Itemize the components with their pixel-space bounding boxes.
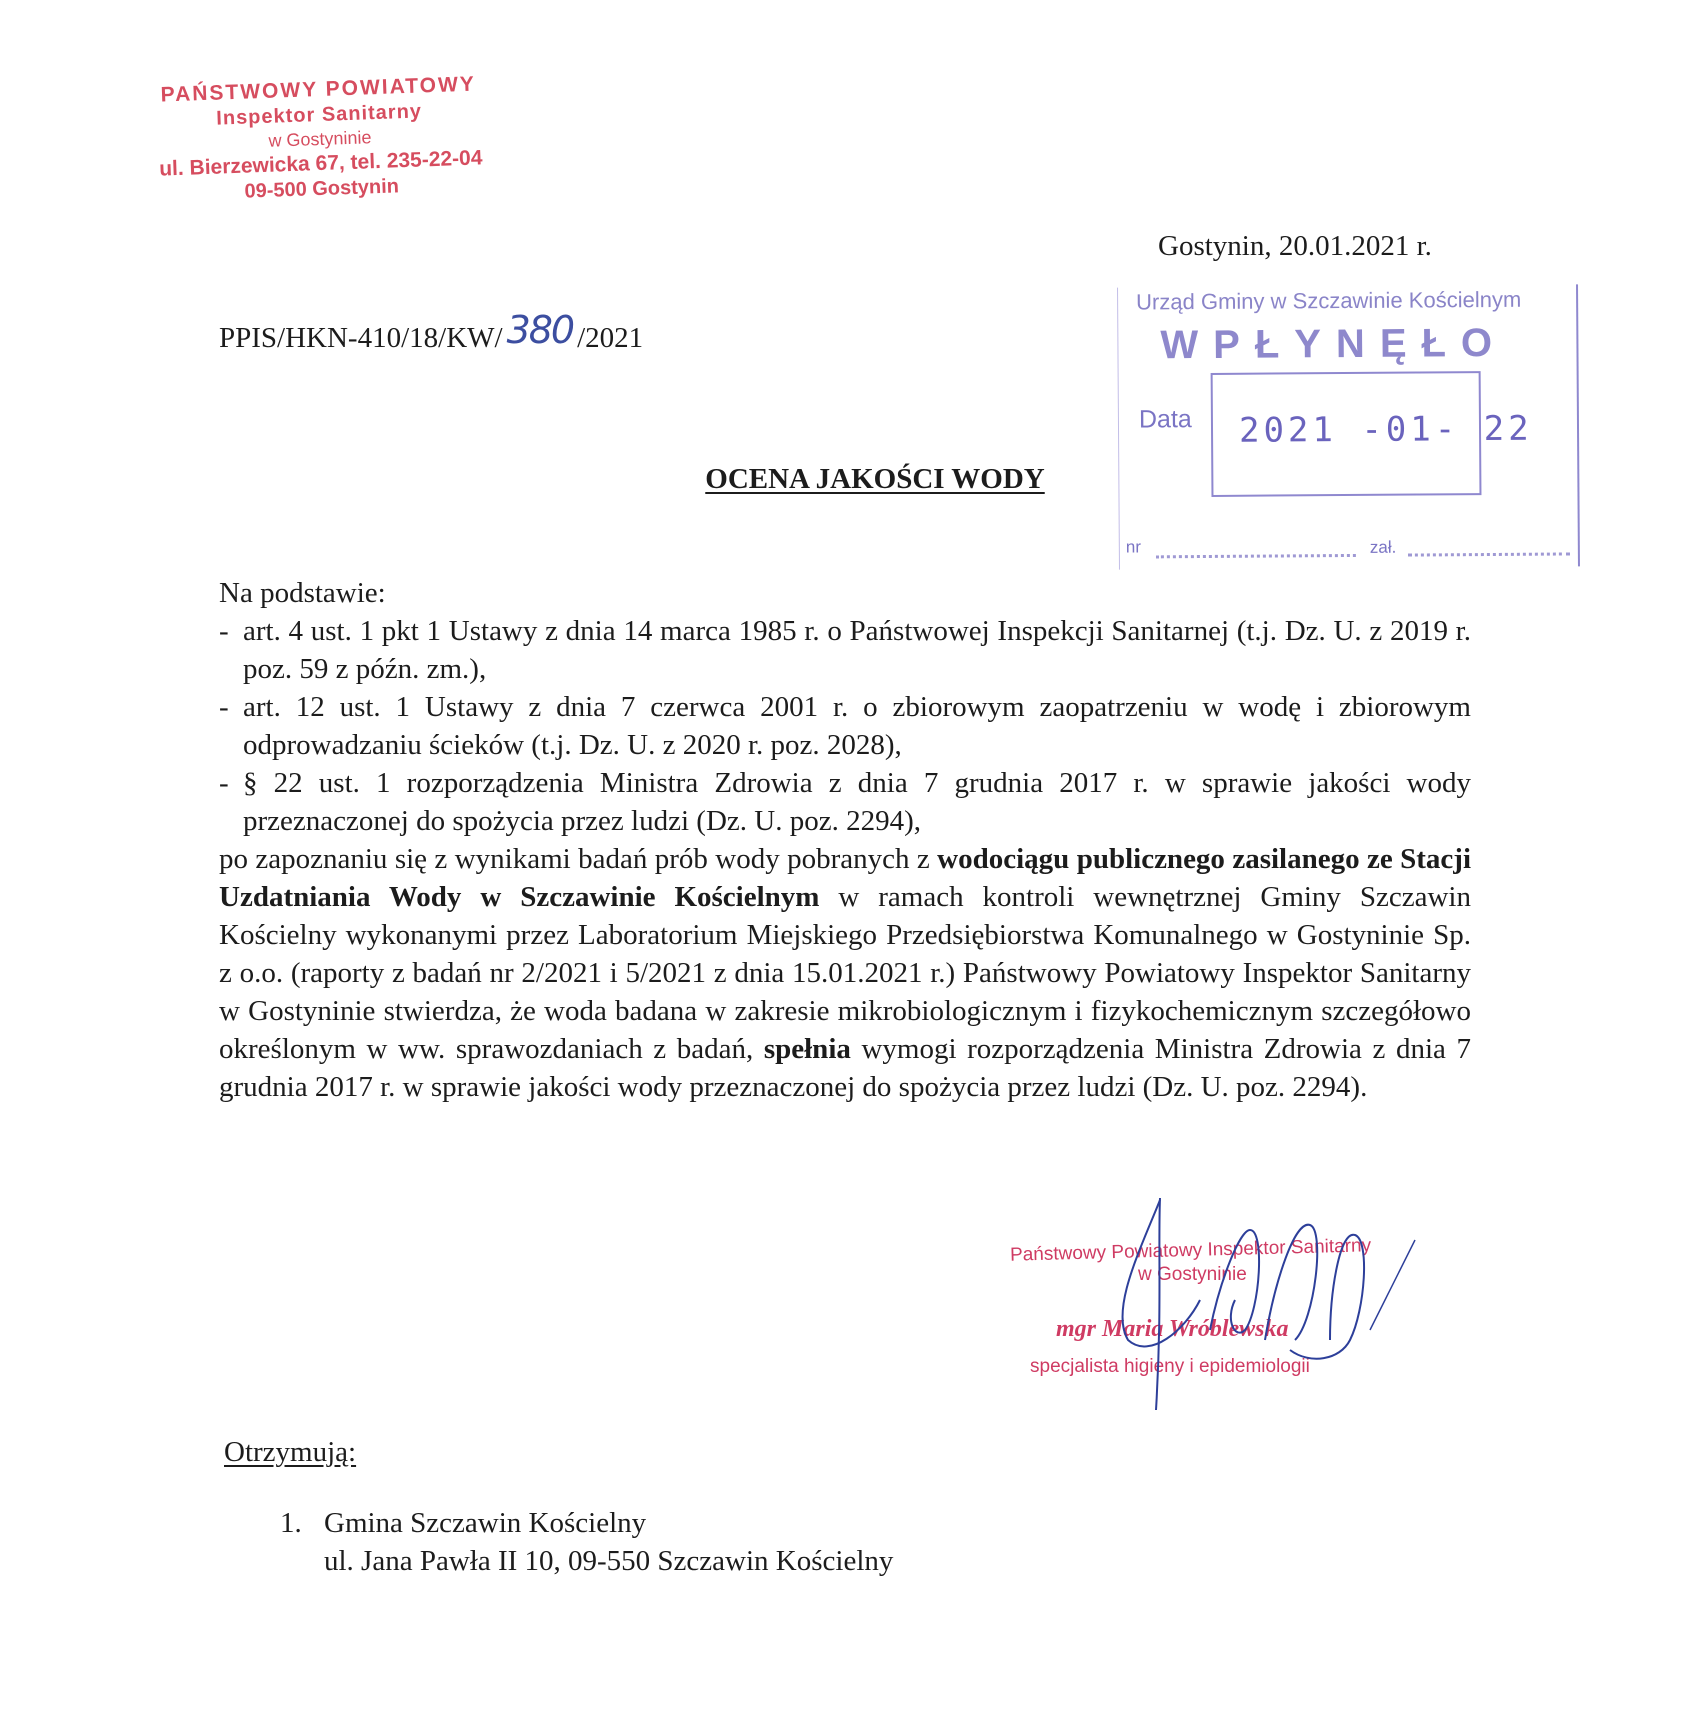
assessment-text-b: w ramach kontroli wewnętrznej Gminy Szczawin Kościelny wykonanymi przez Laboratorium Miejskiego Przedsiębiorstwa Komunalnego w Gostyninie Sp. z o.o. (raporty z badań nr 2/2021 i 5/2021 z dnia 15.01.2021 r.) Państwowy Powiatowy Inspektor Sanitarny w Gostyninie stwierdza, że woda badana w zakresie mikrobiologicznym i fizykochemicznym szczegółowo określonym w ww. sprawozdaniach z badań,	[219, 881, 1471, 1065]
issuer-stamp-line3: w Gostyninie	[268, 127, 372, 151]
recipients-label: Otrzymują:	[224, 1436, 357, 1468]
legal-basis-item: - § 22 ust. 1 rozporządzenia Ministra Zdrowia z dnia 7 grudnia 2017 r. w sprawie jakości wody przeznaczonej do spożycia przez ludzi (Dz. U. poz. 2294),	[219, 767, 1471, 837]
reference-suffix: /2021	[577, 322, 644, 354]
issuer-stamp-line4: ul. Bierzewicka 67, tel. 235-22-04	[158, 146, 483, 181]
legal-basis-item-text: art. 4 ust. 1 pkt 1 Ustawy z dnia 14 marca 1985 r. o Państwowej Inspekcji Sanitarnej (t.j. Dz. U. z 2019 r. poz. 59 z późn. zm.),	[243, 615, 1471, 685]
recipient-name: Gmina Szczawin Kościelny	[324, 1507, 647, 1539]
signature-stamp-org: Państwowy Powiatowy Inspektor Sanitarny	[1009, 1235, 1372, 1266]
reference-number	[219, 308, 644, 356]
received-stamp-nr-label: nr	[1125, 537, 1142, 557]
signature-stamp-role: specjalista higieny i epidemiologii	[1030, 1356, 1310, 1377]
legal-basis-item-text: art. 12 ust. 1 Ustawy z dnia 7 czerwca 2001 r. o zbiorowym zaopatrzeniu w wodę i zbiorowym odprowadzaniu ścieków (t.j. Dz. U. z 2020 r. poz. 2028),	[243, 691, 1471, 761]
handwritten-signature	[1010, 1190, 1430, 1420]
document-title: OCENA JAKOŚCI WODY	[705, 463, 1045, 495]
received-stamp	[1117, 284, 1580, 569]
assessment-verdict: spełnia	[763, 1033, 851, 1065]
recipient-address: ul. Jana Pawła II 10, 09-550 Szczawin Kościelny	[324, 1545, 894, 1577]
issuer-stamp-line1: PAŃSTWOWY POWIATOWY	[160, 72, 477, 107]
issuer-stamp-line2: Inspektor Sanitarny	[215, 100, 423, 130]
reference-handwritten-number: 380	[506, 308, 574, 352]
body-intro: Na podstawie:	[219, 577, 386, 609]
received-stamp-label: WPŁYNĘŁO	[1160, 320, 1508, 368]
received-stamp-attachments-label: zał.	[1369, 537, 1397, 557]
received-stamp-date-label: Data	[1138, 405, 1192, 434]
assessment-text-c: wymogi rozporządzenia Ministra Zdrowia z dnia 7 grudnia 2017 r. w sprawie jakości wody przeznaczonej do spożycia przez ludzi (Dz. U. poz. 2294).	[219, 1033, 1471, 1103]
issuer-stamp-line5: 09-500 Gostynin	[244, 175, 400, 203]
signature-stamp-city: w Gostyninie	[1138, 1264, 1247, 1285]
legal-basis-item: - art. 4 ust. 1 pkt 1 Ustawy z dnia 14 marca 1985 r. o Państwowej Inspekcji Sanitarnej (t.j. Dz. U. z 2019 r. poz. 59 z późn. zm.),	[219, 615, 1471, 685]
received-stamp-office: Urząd Gminy w Szczawinie Kościelnym	[1136, 286, 1522, 315]
assessment-text-a: po zapoznaniu się z wynikami badań prób wody pobranych z	[219, 843, 938, 875]
assessment-paragraph	[219, 840, 1471, 1106]
received-stamp-nr-line	[1156, 554, 1356, 558]
legal-basis-item-text: § 22 ust. 1 rozporządzenia Ministra Zdrowia z dnia 7 grudnia 2017 r. w sprawie jakości wody przeznaczonej do spożycia przez ludzi (Dz. U. poz. 2294),	[243, 767, 1471, 837]
received-stamp-attachments-line	[1408, 552, 1570, 556]
signature-stamp-name: mgr Maria Wróblewska	[1056, 1316, 1289, 1342]
place-date: Gostynin, 20.01.2021 r.	[1158, 230, 1432, 262]
assessment-water-source: wodociągu publicznego zasilanego ze Stacji Uzdatniania Wody w Szczawinie Kościelnym	[219, 843, 1472, 913]
legal-basis-item: - art. 12 ust. 1 Ustawy z dnia 7 czerwca 2001 r. o zbiorowym zaopatrzeniu w wodę i zbiorowym odprowadzaniu ścieków (t.j. Dz. U. z 2020 r. poz. 2028),	[219, 691, 1471, 761]
issuer-stamp	[118, 71, 522, 208]
received-stamp-date-value: 2021 -01- 22	[1238, 408, 1533, 451]
reference-prefix: PPIS/HKN-410/18/KW/	[219, 322, 503, 354]
document-body	[219, 574, 1471, 1106]
recipient-number: 1.	[280, 1507, 302, 1539]
